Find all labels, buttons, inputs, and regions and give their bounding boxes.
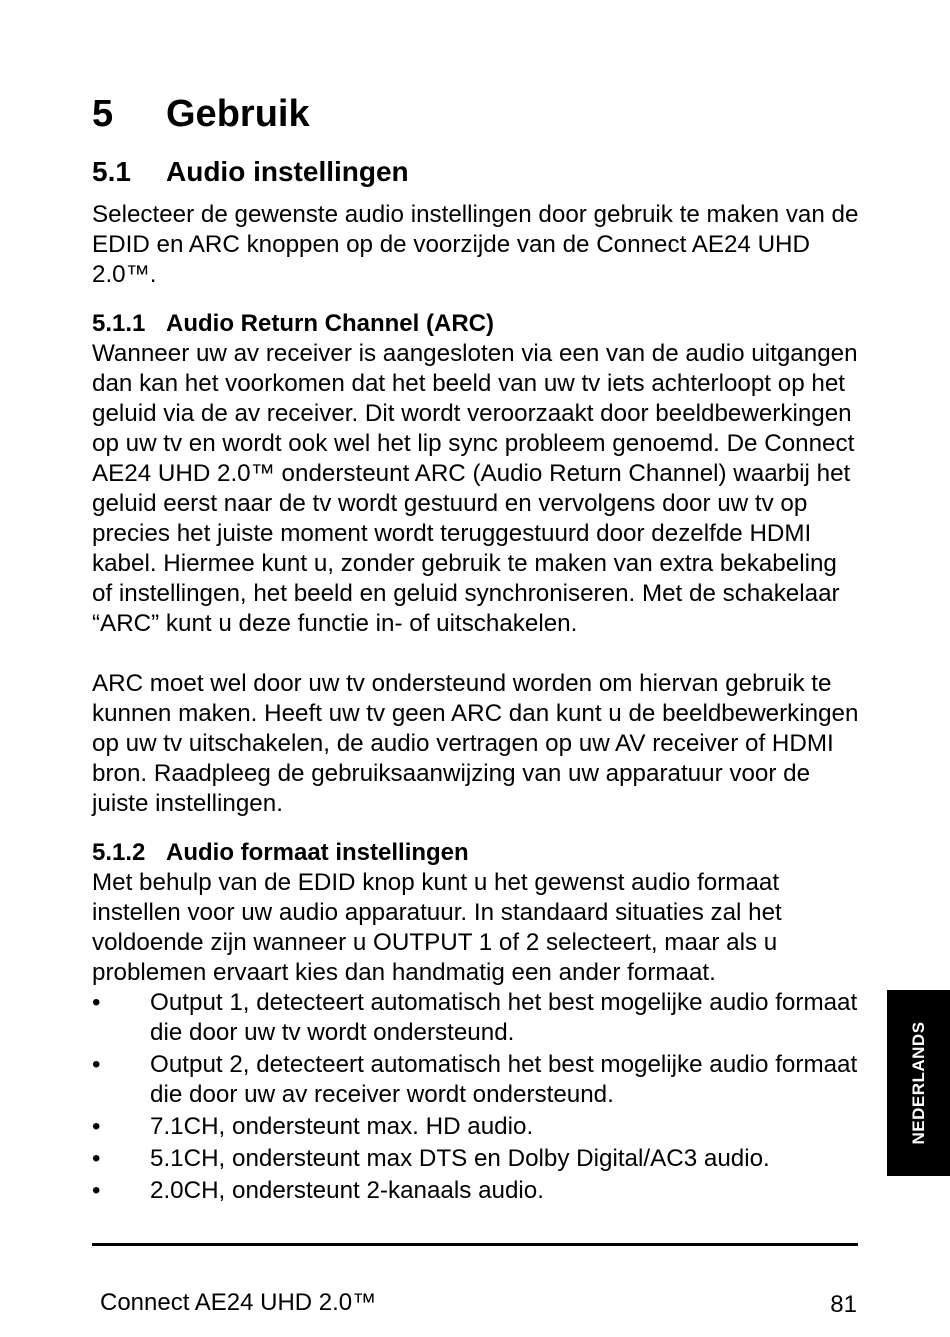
bullet-symbol: • xyxy=(92,1051,101,1078)
subsection-title: Audio instellingen xyxy=(166,156,409,187)
list-item-text: 2.0CH, ondersteunt 2-kanaals audio. xyxy=(150,1177,544,1204)
format-number: 5.1.2 xyxy=(92,839,146,866)
intro-paragraph: Selecteer de gewenste audio instellingen door gebruik te maken van de EDID en ARC knoppen op de voorzijde van de Connect AE24 UHD 2.0™. xyxy=(92,201,859,288)
section-heading xyxy=(92,92,310,136)
list-item xyxy=(92,1050,862,1110)
list-item xyxy=(92,1176,862,1206)
subsection-heading xyxy=(92,155,409,189)
list-item-text: Output 2, detecteert automatisch het best mogelijke audio formaat die door uw av receiver wordt ondersteund. xyxy=(150,1051,858,1108)
list-item xyxy=(92,1144,862,1174)
format-paragraph: Met behulp van de EDID knop kunt u het gewenst audio formaat instellen voor uw audio apparatuur. In standaard situaties zal het voldoende zijn wanneer u OUTPUT 1 of 2 selecteert, maar als u problemen ervaart kies dan handmatig een ander formaat. xyxy=(92,869,782,986)
list-item-text: 5.1CH, ondersteunt max DTS en Dolby Digital/AC3 audio. xyxy=(150,1145,770,1172)
bullet-symbol: • xyxy=(92,989,101,1016)
bullet-symbol: • xyxy=(92,1113,101,1140)
arc-number: 5.1.1 xyxy=(92,310,146,337)
format-options-list xyxy=(92,988,862,1208)
section-number: 5 xyxy=(92,93,114,135)
bullet-symbol: • xyxy=(92,1177,101,1204)
format-title: Audio formaat instellingen xyxy=(166,839,469,866)
list-item-text: 7.1CH, ondersteunt max. HD audio. xyxy=(150,1113,534,1140)
footer-page-number: 81 xyxy=(830,1291,857,1318)
subsection-number: 5.1 xyxy=(92,156,131,187)
arc-paragraph-2: ARC moet wel door uw tv ondersteund worden om hiervan gebruik te kunnen maken. Heeft uw tv geen ARC dan kunt u de beeldbewerkingen op uw tv uitschakelen, de audio vertragen op uw AV receiver of HDMI bron. Raadpleeg de gebruiksaanwijzing van uw apparatuur voor de juiste instellingen. xyxy=(92,670,859,817)
footer-product-name: Connect AE24 UHD 2.0™ xyxy=(100,1289,377,1316)
list-item-text: Output 1, detecteert automatisch het best mogelijke audio formaat die door uw tv wordt ondersteund. xyxy=(150,989,858,1046)
arc-heading xyxy=(92,309,494,339)
language-side-tab xyxy=(887,990,950,1176)
list-item xyxy=(92,988,862,1048)
bullet-symbol: • xyxy=(92,1145,101,1172)
language-tab-label: NEDERLANDS xyxy=(908,1021,928,1145)
section-title: Gebruik xyxy=(166,93,310,135)
footer-divider xyxy=(92,1243,858,1246)
list-item xyxy=(92,1112,862,1142)
arc-paragraph-1: Wanneer uw av receiver is aangesloten via een van de audio uitgangen dan kan het voorkomen dat het beeld van uw tv iets achterloopt op het geluid via de av receiver. Dit wordt veroorzaakt door beeldbewerkingen op uw tv en wordt ook wel het lip sync probleem genoemd. De Connect AE24 UHD 2.0™ ondersteunt ARC (Audio Return Channel) waarbij het geluid eerst naar de tv wordt gestuurd en vervolgens door uw tv op precies het juiste moment wordt teruggestuurd door dezelfde HDMI kabel. Hiermee kunt u, zonder gebruik te maken van extra bekabeling of instellingen, het beeld en geluid synchroniseren. Met de schakelaar “ARC” kunt u deze functie in- of uitschakelen. xyxy=(92,340,858,637)
format-heading xyxy=(92,838,469,868)
arc-title: Audio Return Channel (ARC) xyxy=(166,310,494,337)
